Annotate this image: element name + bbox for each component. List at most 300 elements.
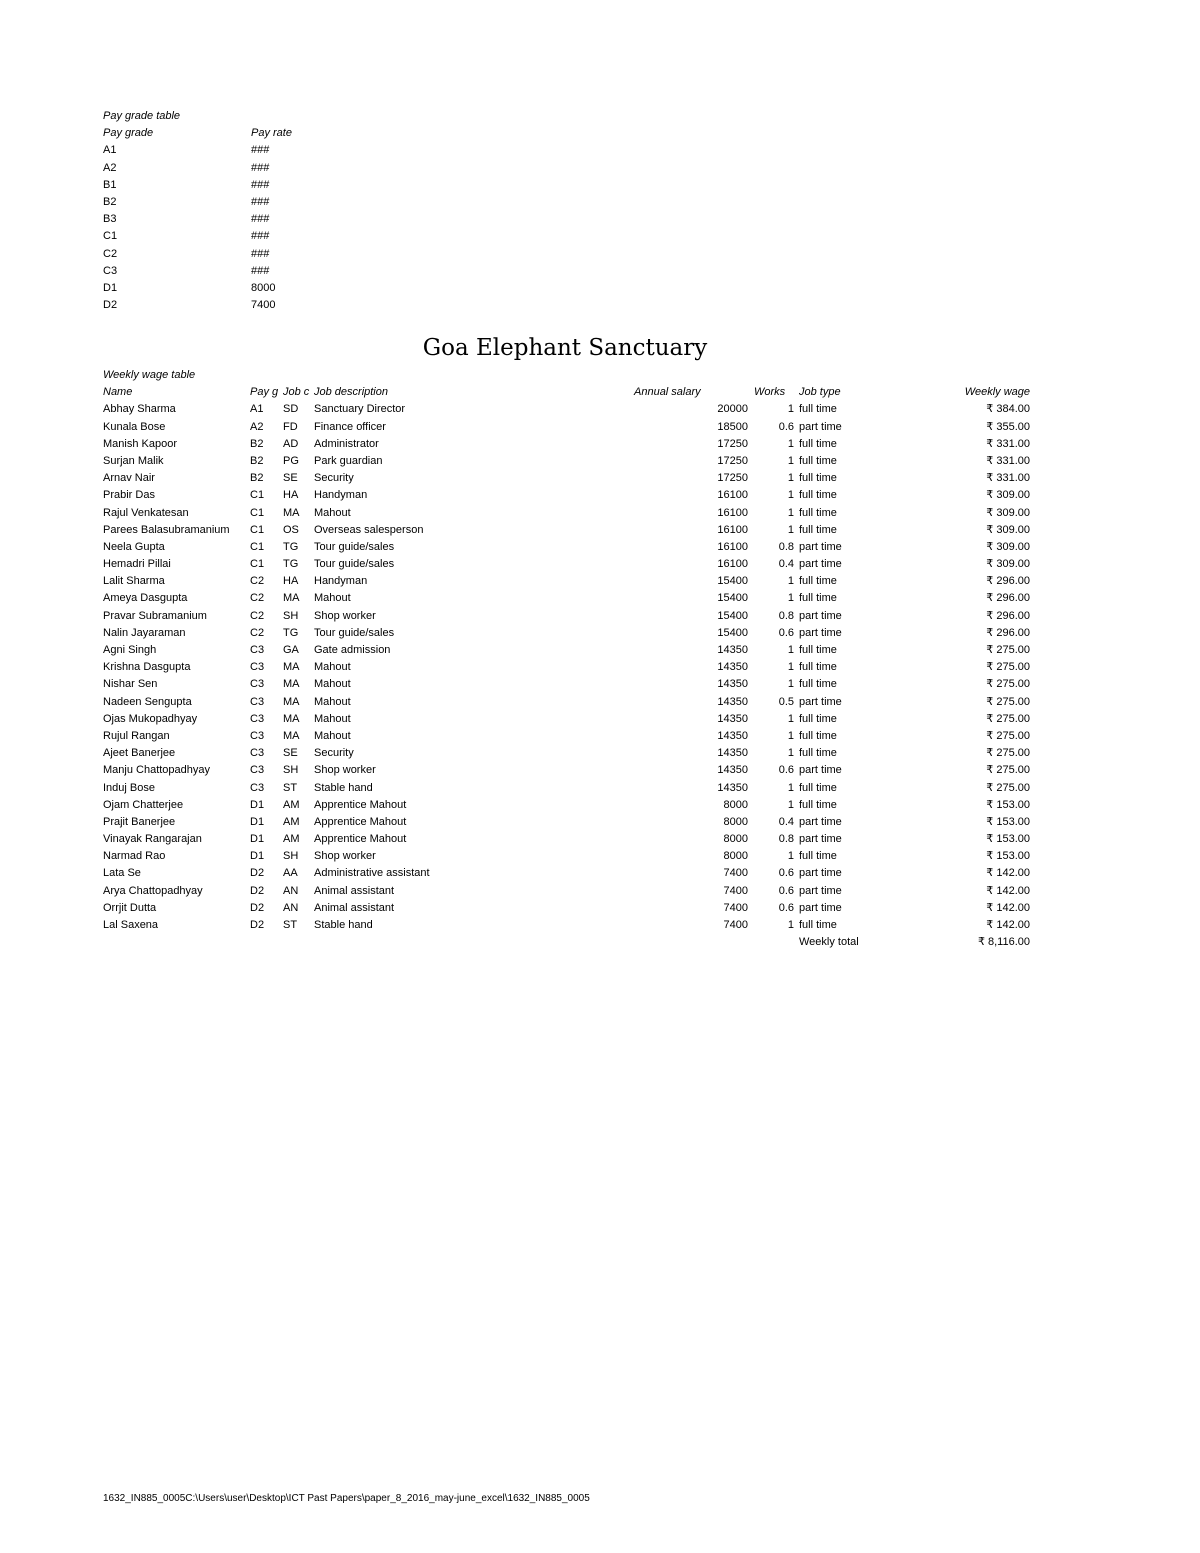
name-cell: Narmad Rao xyxy=(103,850,166,863)
table-row xyxy=(103,711,1030,728)
job-description-cell: Mahout xyxy=(314,678,351,691)
job-type-cell: full time xyxy=(799,678,837,691)
weekly-wage-cell: ₹ 275.00 xyxy=(986,781,1030,794)
table-row xyxy=(103,762,1030,779)
pay-grade-cell: C2 xyxy=(250,575,265,588)
job-type-cell: full time xyxy=(799,592,837,605)
job-code-cell: TG xyxy=(283,626,299,639)
job-code-cell: SH xyxy=(283,764,299,777)
name-cell: Nadeen Sengupta xyxy=(103,695,192,708)
pay-grade-cell: B1 xyxy=(103,178,117,191)
annual-salary-cell: 18500 xyxy=(717,420,748,433)
job-type-cell: part time xyxy=(799,764,842,777)
pay-grade-cell: C3 xyxy=(250,764,265,777)
pay-grade-cell: D2 xyxy=(250,884,265,897)
weekly-total-label: Weekly total xyxy=(799,936,859,949)
name-cell: Agni Singh xyxy=(103,644,157,656)
works-cell: 0.8 xyxy=(778,609,794,622)
job-type-cell: full time xyxy=(799,644,837,656)
job-description-cell: Mahout xyxy=(314,506,351,519)
name-cell: Ojam Chatterjee xyxy=(103,798,184,811)
job-description-cell: Administrator xyxy=(314,437,379,450)
job-type-cell: full time xyxy=(799,850,837,863)
works-cell: 1 xyxy=(787,712,794,725)
job-code-cell: HA xyxy=(283,489,299,502)
job-description-cell: Shop worker xyxy=(314,609,376,622)
weekly-wage-cell: ₹ 275.00 xyxy=(986,764,1030,777)
works-cell: 0.8 xyxy=(778,833,794,846)
pay-grade-cell: D2 xyxy=(103,299,118,312)
table-row xyxy=(103,745,1030,762)
job-code-cell: SD xyxy=(283,403,299,416)
table-row xyxy=(103,728,1030,745)
table-row xyxy=(103,831,1030,848)
job-type-header: Job type xyxy=(799,386,841,399)
job-type-cell: part time xyxy=(799,609,842,622)
pay-rate-cell: ### xyxy=(251,213,270,226)
weekly-wage-cell: ₹ 296.00 xyxy=(986,575,1030,588)
table-row xyxy=(103,470,1030,487)
name-header: Name xyxy=(103,386,133,399)
weekly-wage-cell: ₹ 275.00 xyxy=(986,644,1030,656)
pay-rate-cell: ### xyxy=(251,247,270,260)
weekly-wage-table-title: Weekly wage table xyxy=(103,369,196,381)
pay-grade-cell: C3 xyxy=(250,747,265,760)
job-type-cell: part time xyxy=(799,867,842,880)
weekly-wage-cell: ₹ 275.00 xyxy=(986,712,1030,725)
name-cell: Nalin Jayaraman xyxy=(103,626,186,639)
job-description-cell: Mahout xyxy=(314,712,351,725)
job-description-cell: Gate admission xyxy=(314,644,391,656)
job-type-cell: full time xyxy=(799,661,837,674)
job-type-cell: full time xyxy=(799,575,837,588)
annual-salary-cell: 14350 xyxy=(717,695,748,708)
works-cell: 1 xyxy=(787,678,794,691)
job-type-cell: part time xyxy=(799,884,842,897)
pay-grade-cell: A1 xyxy=(103,144,117,157)
annual-salary-cell: 14350 xyxy=(717,678,748,691)
table-row xyxy=(103,453,1030,470)
name-cell: Abhay Sharma xyxy=(103,403,176,416)
weekly-wage-cell: ₹ 142.00 xyxy=(986,884,1030,897)
table-row xyxy=(103,573,1030,590)
job-code-cell: MA xyxy=(283,729,300,742)
pay-rate-cell: ### xyxy=(251,230,270,243)
works-cell: 1 xyxy=(787,850,794,863)
job-code-cell: AN xyxy=(283,884,299,897)
pay-grade-cell: D1 xyxy=(250,850,265,863)
table-row xyxy=(103,865,1030,882)
table-row xyxy=(103,676,1030,693)
job-description-cell: Security xyxy=(314,747,354,760)
job-type-cell: full time xyxy=(799,403,837,416)
table-row xyxy=(103,883,1030,900)
weekly-wage-cell: ₹ 309.00 xyxy=(986,489,1030,502)
pay-rate-cell: ### xyxy=(251,144,270,157)
job-description-cell: Animal assistant xyxy=(314,901,395,914)
job-type-cell: full time xyxy=(799,712,837,725)
annual-salary-header: Annual salary xyxy=(634,386,701,399)
job-description-cell: Administrative assistant xyxy=(314,867,430,880)
job-type-cell: full time xyxy=(799,747,837,760)
works-cell: 1 xyxy=(787,472,794,485)
works-cell: 1 xyxy=(787,575,794,588)
job-description-cell: Shop worker xyxy=(314,764,376,777)
pay-grade-cell: B2 xyxy=(250,454,264,467)
name-cell: Parees Balasubramanium xyxy=(103,523,230,536)
annual-salary-cell: 16100 xyxy=(717,558,748,571)
pay-grade-cell: C2 xyxy=(250,592,265,605)
works-cell: 0.5 xyxy=(778,695,794,708)
annual-salary-cell: 16100 xyxy=(717,489,748,502)
annual-salary-cell: 14350 xyxy=(717,781,748,794)
works-cell: 0.4 xyxy=(778,815,794,828)
job-code-cell: GA xyxy=(283,644,299,656)
pay-grade-cell: C1 xyxy=(250,489,265,502)
job-description-cell: Overseas salesperson xyxy=(314,523,424,536)
pay-grade-cell: D2 xyxy=(250,867,265,880)
job-code-cell: AM xyxy=(283,815,300,828)
job-code-cell: AM xyxy=(283,798,300,811)
table-row xyxy=(103,539,1030,556)
pay-rate-cell: 8000 xyxy=(251,281,276,294)
weekly-wage-cell: ₹ 296.00 xyxy=(986,592,1030,605)
weekly-wage-cell: ₹ 142.00 xyxy=(986,901,1030,914)
weekly-wage-cell: ₹ 331.00 xyxy=(986,437,1030,450)
job-code-cell: SE xyxy=(283,747,298,760)
job-description-cell: Park guardian xyxy=(314,454,383,467)
works-cell: 1 xyxy=(787,454,794,467)
works-cell: 1 xyxy=(787,747,794,760)
name-cell: Rajul Venkatesan xyxy=(103,506,189,519)
job-code-cell: MA xyxy=(283,592,300,605)
pay-grade-cell: A1 xyxy=(250,403,264,416)
table-row xyxy=(103,797,1030,814)
job-description-cell: Animal assistant xyxy=(314,884,395,897)
works-cell: 1 xyxy=(787,644,794,656)
works-cell: 1 xyxy=(787,781,794,794)
table-row xyxy=(103,625,1030,642)
job-code-cell: AD xyxy=(283,437,299,450)
pay-rate-cell: ### xyxy=(251,178,270,191)
job-description-cell: Mahout xyxy=(314,729,351,742)
annual-salary-cell: 14350 xyxy=(717,712,748,725)
pay-grade-cell: C2 xyxy=(103,247,118,260)
name-cell: Manju Chattopadhyay xyxy=(103,764,211,777)
name-cell: Lalit Sharma xyxy=(103,575,165,588)
job-code-cell: AA xyxy=(283,867,298,880)
pay-grade-cell: B2 xyxy=(250,437,264,450)
job-type-cell: part time xyxy=(799,540,842,553)
pay-grade-cell: C1 xyxy=(250,523,265,536)
job-code-cell: TG xyxy=(283,558,299,571)
annual-salary-cell: 16100 xyxy=(717,540,748,553)
job-type-cell: part time xyxy=(799,558,842,571)
annual-salary-cell: 7400 xyxy=(723,867,748,880)
job-code-cell: HA xyxy=(283,575,299,588)
name-cell: Pravar Subramanium xyxy=(103,609,207,622)
job-description-cell: Apprentice Mahout xyxy=(314,798,407,811)
job-code-cell: TG xyxy=(283,540,299,553)
job-description-cell: Security xyxy=(314,472,354,485)
job-description-cell: Apprentice Mahout xyxy=(314,815,407,828)
name-cell: Orrjit Dutta xyxy=(103,901,157,914)
weekly-wage-cell: ₹ 275.00 xyxy=(986,678,1030,691)
annual-salary-cell: 7400 xyxy=(723,901,748,914)
table-row xyxy=(103,590,1030,607)
weekly-wage-table xyxy=(103,367,1030,951)
job-type-cell: full time xyxy=(799,729,837,742)
name-cell: Induj Bose xyxy=(103,781,155,794)
table-row xyxy=(103,659,1030,676)
pay-grade-cell: B3 xyxy=(103,213,117,226)
table-row xyxy=(103,401,1030,418)
pay-grade-cell: D2 xyxy=(250,901,265,914)
table-row xyxy=(103,505,1030,522)
job-description-cell: Mahout xyxy=(314,661,351,674)
works-cell: 1 xyxy=(787,592,794,605)
name-cell: Prajit Banerjee xyxy=(103,815,176,828)
job-code-cell: OS xyxy=(283,523,299,536)
annual-salary-cell: 16100 xyxy=(717,506,748,519)
pay-grade-cell: C1 xyxy=(103,230,118,243)
job-type-cell: full time xyxy=(799,798,837,811)
works-cell: 0.4 xyxy=(778,558,794,571)
job-code-cell: MA xyxy=(283,712,300,725)
job-type-cell: part time xyxy=(799,626,842,639)
weekly-wage-cell: ₹ 142.00 xyxy=(986,919,1030,931)
pay-grade-cell: D1 xyxy=(103,281,118,294)
pay-grade-cell: C1 xyxy=(250,540,265,553)
works-cell: 1 xyxy=(787,506,794,519)
name-cell: Manish Kapoor xyxy=(103,437,177,450)
job-code-cell: MA xyxy=(283,661,300,674)
job-type-cell: part time xyxy=(799,695,842,708)
job-description-header: Job description xyxy=(314,386,388,399)
weekly-wage-cell: ₹ 355.00 xyxy=(986,420,1030,433)
pay-grade-cell: C3 xyxy=(250,712,265,725)
job-description-cell: Tour guide/sales xyxy=(314,558,395,571)
annual-salary-cell: 17250 xyxy=(717,472,748,485)
weekly-wage-cell: ₹ 296.00 xyxy=(986,626,1030,639)
pay-grade-header: Pay grade xyxy=(103,127,154,140)
weekly-wage-cell: ₹ 142.00 xyxy=(986,867,1030,880)
job-description-cell: Shop worker xyxy=(314,850,376,863)
weekly-wage-cell: ₹ 331.00 xyxy=(986,454,1030,467)
works-cell: 1 xyxy=(787,403,794,416)
job-description-cell: Mahout xyxy=(314,592,351,605)
job-type-cell: part time xyxy=(799,901,842,914)
weekly-wage-cell: ₹ 384.00 xyxy=(986,403,1030,416)
job-code-cell: MA xyxy=(283,695,300,708)
works-cell: 1 xyxy=(787,798,794,811)
job-type-cell: part time xyxy=(799,420,842,433)
table-row xyxy=(103,917,1030,934)
weekly-wage-cell: ₹ 275.00 xyxy=(986,695,1030,708)
annual-salary-cell: 17250 xyxy=(717,454,748,467)
job-type-cell: full time xyxy=(799,506,837,519)
weekly-wage-cell: ₹ 296.00 xyxy=(986,609,1030,622)
weekly-wage-cell: ₹ 309.00 xyxy=(986,523,1030,536)
annual-salary-cell: 20000 xyxy=(717,403,748,416)
name-cell: Arya Chattopadhyay xyxy=(103,884,203,897)
name-cell: Surjan Malik xyxy=(103,454,164,467)
job-code-header: Job c xyxy=(283,386,310,399)
job-description-cell: Sanctuary Director xyxy=(314,403,406,416)
job-type-cell: part time xyxy=(799,815,842,828)
annual-salary-cell: 8000 xyxy=(723,833,748,846)
pay-grade-cell: A2 xyxy=(103,161,117,174)
job-type-cell: full time xyxy=(799,454,837,467)
pay-rate-cell: ### xyxy=(251,195,270,208)
works-cell: 0.6 xyxy=(778,901,794,914)
page-title: Goa Elephant Sanctuary xyxy=(422,335,708,361)
annual-salary-cell: 14350 xyxy=(717,764,748,777)
weekly-wage-cell: ₹ 331.00 xyxy=(986,472,1030,485)
annual-salary-cell: 15400 xyxy=(717,592,748,605)
pay-rate-cell: ### xyxy=(251,264,270,277)
table-row xyxy=(103,900,1030,917)
name-cell: Arnav Nair xyxy=(103,472,155,485)
job-code-cell: AN xyxy=(283,901,299,914)
pay-grade-cell: C3 xyxy=(250,695,265,708)
job-type-cell: full time xyxy=(799,489,837,502)
works-cell: 0.6 xyxy=(778,867,794,880)
annual-salary-cell: 16100 xyxy=(717,523,748,536)
pay-rate-cell: ### xyxy=(251,161,270,174)
name-cell: Nishar Sen xyxy=(103,678,158,691)
job-description-cell: Finance officer xyxy=(314,420,386,433)
pay-grade-cell: C3 xyxy=(250,661,265,674)
table-row xyxy=(103,436,1030,453)
name-cell: Hemadri Pillai xyxy=(103,558,171,571)
annual-salary-cell: 15400 xyxy=(717,626,748,639)
works-cell: 0.6 xyxy=(778,626,794,639)
table-row xyxy=(103,522,1030,539)
name-cell: Neela Gupta xyxy=(103,540,165,553)
job-code-cell: MA xyxy=(283,678,300,691)
table-row xyxy=(103,694,1030,711)
pay-grade-cell: C3 xyxy=(250,729,265,742)
table-row xyxy=(103,642,1030,659)
pay-grade-cell: B2 xyxy=(103,195,117,208)
weekly-wage-cell: ₹ 153.00 xyxy=(986,798,1030,811)
annual-salary-cell: 14350 xyxy=(717,644,748,656)
weekly-wage-cell: ₹ 309.00 xyxy=(986,558,1030,571)
job-code-cell: PG xyxy=(283,454,299,467)
weekly-total-row xyxy=(103,934,1030,951)
job-description-cell: Apprentice Mahout xyxy=(314,833,407,846)
job-type-cell: part time xyxy=(799,833,842,846)
works-cell: 0.6 xyxy=(778,420,794,433)
name-cell: Rujul Rangan xyxy=(103,729,170,742)
pay-grade-cell: D1 xyxy=(250,833,265,846)
pay-grade-cell: D1 xyxy=(250,815,265,828)
weekly-wage-cell: ₹ 153.00 xyxy=(986,815,1030,828)
works-header: Works xyxy=(754,386,786,399)
table-row xyxy=(103,814,1030,831)
table-row xyxy=(103,848,1030,865)
job-type-cell: full time xyxy=(799,437,837,450)
job-code-cell: SH xyxy=(283,609,299,622)
weekly-wage-table-header xyxy=(103,384,1030,401)
job-code-cell: FD xyxy=(283,420,298,433)
name-cell: Prabir Das xyxy=(103,489,155,502)
annual-salary-cell: 7400 xyxy=(723,919,748,931)
table-row xyxy=(103,487,1030,504)
pay-rate-cell: 7400 xyxy=(251,299,276,312)
weekly-wage-cell: ₹ 153.00 xyxy=(986,850,1030,863)
table-row xyxy=(103,419,1030,436)
pay-grade-cell: C3 xyxy=(250,644,265,656)
job-type-cell: full time xyxy=(799,472,837,485)
weekly-wage-cell: ₹ 153.00 xyxy=(986,833,1030,846)
name-cell: Ojas Mukopadhyay xyxy=(103,712,198,725)
annual-salary-cell: 8000 xyxy=(723,850,748,863)
annual-salary-cell: 15400 xyxy=(717,575,748,588)
job-type-cell: full time xyxy=(799,919,837,931)
works-cell: 0.6 xyxy=(778,884,794,897)
works-cell: 1 xyxy=(787,437,794,450)
works-cell: 1 xyxy=(787,919,794,931)
job-type-cell: full time xyxy=(799,781,837,794)
job-description-cell: Mahout xyxy=(314,695,351,708)
pay-grade-cell: C2 xyxy=(250,626,265,639)
weekly-wage-cell: ₹ 309.00 xyxy=(986,506,1030,519)
works-cell: 1 xyxy=(787,729,794,742)
job-description-cell: Handyman xyxy=(314,489,368,502)
annual-salary-cell: 17250 xyxy=(717,437,748,450)
name-cell: Ameya Dasgupta xyxy=(103,592,188,605)
job-code-cell: ST xyxy=(283,919,298,931)
job-code-cell: SE xyxy=(283,472,298,485)
pay-grade-cell: C3 xyxy=(103,264,118,277)
job-code-cell: MA xyxy=(283,506,300,519)
pay-grade-cell: C3 xyxy=(250,678,265,691)
works-cell: 1 xyxy=(787,489,794,502)
job-description-cell: Tour guide/sales xyxy=(314,540,395,553)
name-cell: Krishna Dasgupta xyxy=(103,661,191,674)
name-cell: Kunala Bose xyxy=(103,420,166,433)
job-description-cell: Tour guide/sales xyxy=(314,626,395,639)
pay-grade-cell: C1 xyxy=(250,558,265,571)
weekly-wage-header: Weekly wage xyxy=(964,386,1030,399)
job-description-cell: Stable hand xyxy=(314,919,373,931)
job-description-cell: Stable hand xyxy=(314,781,373,794)
job-code-cell: ST xyxy=(283,781,298,794)
annual-salary-cell: 14350 xyxy=(717,661,748,674)
weekly-wage-cell: ₹ 275.00 xyxy=(986,729,1030,742)
pay-grade-cell: B2 xyxy=(250,472,264,485)
name-cell: Lata Se xyxy=(103,867,141,880)
annual-salary-cell: 8000 xyxy=(723,798,748,811)
pay-grade-cell: D1 xyxy=(250,798,265,811)
pay-grade-cell: C2 xyxy=(250,609,265,622)
annual-salary-cell: 15400 xyxy=(717,609,748,622)
pay-grade-col-header: Pay g xyxy=(250,386,279,399)
works-cell: 1 xyxy=(787,661,794,674)
works-cell: 1 xyxy=(787,523,794,536)
table-row xyxy=(103,556,1030,573)
pay-grade-cell: C1 xyxy=(250,506,265,519)
annual-salary-cell: 14350 xyxy=(717,747,748,760)
file-path-footer: 1632_IN885_0005C:\Users\user\Desktop\ICT Past Papers\paper_8_2016_may-june_excel\1632_IN885_0005 xyxy=(103,1493,590,1504)
weekly-wage-cell: ₹ 275.00 xyxy=(986,661,1030,674)
job-code-cell: SH xyxy=(283,850,299,863)
pay-rate-header: Pay rate xyxy=(251,127,292,140)
table-row xyxy=(103,780,1030,797)
weekly-wage-cell: ₹ 275.00 xyxy=(986,747,1030,760)
